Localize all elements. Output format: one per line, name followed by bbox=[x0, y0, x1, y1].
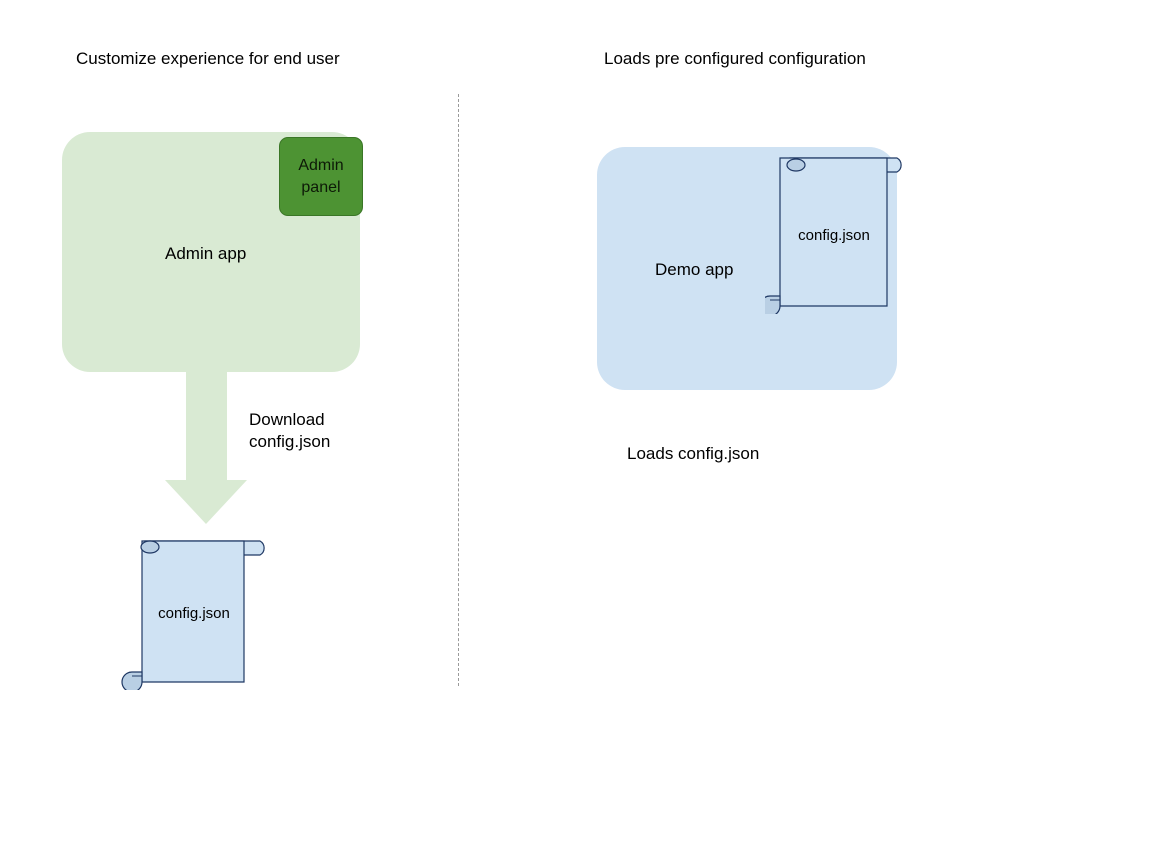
config-document-right[interactable] bbox=[765, 149, 915, 314]
left-column-title: Customize experience for end user bbox=[76, 49, 340, 68]
column-divider bbox=[458, 94, 459, 686]
download-arrow-label-line1: Download bbox=[249, 410, 325, 429]
config-document-left[interactable] bbox=[120, 525, 270, 690]
right-column-title: Loads pre configured configuration bbox=[604, 49, 866, 68]
config-document-right-label: config.json bbox=[798, 227, 870, 244]
loads-config-label: Loads config.json bbox=[627, 444, 760, 463]
config-document-left-label: config.json bbox=[158, 605, 230, 622]
demo-app-label: Demo app bbox=[655, 260, 734, 279]
admin-panel-label-line1: Admin bbox=[298, 156, 344, 174]
admin-panel-chip[interactable] bbox=[279, 137, 363, 216]
admin-app-label: Admin app bbox=[165, 244, 247, 263]
admin-panel-label-line2: panel bbox=[301, 178, 341, 196]
download-arrow-label bbox=[249, 409, 330, 453]
download-arrow-label-line2: config.json bbox=[249, 432, 331, 451]
admin-panel-label bbox=[298, 155, 343, 199]
